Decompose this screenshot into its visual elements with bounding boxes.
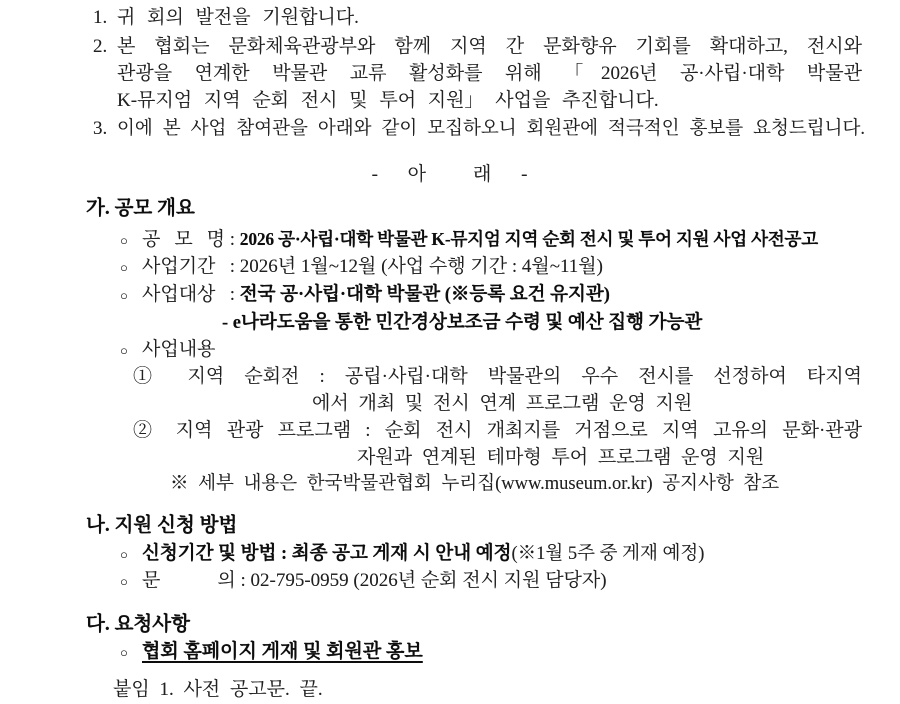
field-row-request bbox=[120, 640, 423, 665]
detail-item-2-line-1 bbox=[133, 419, 862, 443]
detail-item-1-text: 지역 순회전 : 공립·사립·대학 박물관의 우수 전시를 선정하여 타지역 bbox=[187, 366, 862, 387]
field-row-project-target bbox=[120, 283, 610, 308]
field-row-announcement-title bbox=[120, 227, 818, 253]
section-heading-da: 다. 요청사항 bbox=[86, 614, 190, 635]
field-label-project-target: 사업대상 bbox=[142, 284, 216, 305]
section-heading-na: 나. 지원 신청 방법 bbox=[86, 515, 238, 536]
circle-bullet-icon: ○ bbox=[120, 645, 128, 660]
circle-bullet-icon: ○ bbox=[120, 233, 128, 248]
circle-bullet-icon: ○ bbox=[120, 574, 128, 589]
field-row-apply-method bbox=[120, 542, 704, 567]
apply-method-bold-text: 신청기간 및 방법 : 최종 공고 게재 시 안내 예정 bbox=[142, 544, 512, 564]
circle-bullet-icon: ○ bbox=[120, 288, 128, 303]
intro-item-2-number: 2. bbox=[93, 36, 108, 57]
field-colon: : bbox=[225, 284, 240, 305]
detail-item-1-number: ① bbox=[133, 366, 168, 387]
circle-bullet-icon: ○ bbox=[120, 260, 128, 275]
apply-method-note: (※1월 5주 중 게재 예정) bbox=[511, 544, 705, 564]
field-row-project-content bbox=[120, 338, 225, 363]
attachment-closing-line: 붙임 1. 사전 공고문. 끝. bbox=[113, 679, 323, 700]
project-target-subnote: - e나라도움을 통한 민간경상보조금 수령 및 예산 집행 가능관 bbox=[222, 313, 703, 333]
detail-item-1-line-1 bbox=[133, 365, 862, 389]
intro-item-1-number: 1. bbox=[93, 7, 108, 28]
field-label-project-period: 사업기간 bbox=[142, 256, 216, 277]
detail-item-2-text: 지역 관광 프로그램 : 순회 전시 개최지를 거점으로 지역 고유의 문화·관광 bbox=[175, 420, 863, 441]
contact-text: 문 의 : 02-795-0959 (2026년 순회 전시 지원 담당자) bbox=[142, 570, 607, 591]
request-text: 협회 홈페이지 게재 및 회원관 홍보 bbox=[142, 641, 423, 662]
intro-item-1 bbox=[93, 6, 513, 30]
field-label-project-content: 사업내용 bbox=[142, 339, 216, 360]
section-heading-ga: 가. 공모 개요 bbox=[86, 198, 195, 219]
detail-item-1-line-2: 에서 개최 및 전시 연계 프로그램 운영 지원 bbox=[312, 393, 693, 414]
reference-note: ※ 세부 내용은 한국박물관협회 누리집(www.museum.or.kr) 공지사항 참조 bbox=[170, 474, 780, 494]
detail-item-2-number: ② bbox=[133, 420, 162, 441]
field-row-contact bbox=[120, 569, 607, 594]
field-value-announcement-title: 2026 공·사립·대학 박물관 K-뮤지엄 지역 순회 전시 및 투어 지원 사업 사전공고 bbox=[239, 229, 818, 249]
field-colon: : bbox=[225, 229, 240, 250]
detail-item-2-line-2: 자원과 연계된 테마형 투어 프로그램 운영 지원 bbox=[357, 447, 765, 468]
intro-item-3-text: 이에 본 사업 참여관을 아래와 같이 모집하오니 회원관에 적극적인 홍보를 요청드립니다. bbox=[117, 119, 865, 139]
circle-bullet-icon: ○ bbox=[120, 343, 128, 358]
below-divider-label: - 아 래 - bbox=[371, 164, 529, 185]
field-row-project-period bbox=[120, 255, 603, 280]
intro-item-3 bbox=[93, 117, 865, 141]
intro-item-3-number: 3. bbox=[93, 118, 108, 139]
intro-item-2-line-3: K-뮤지엄 지역 순회 전시 및 투어 지원」 사업을 추진합니다. bbox=[117, 90, 659, 111]
field-value-project-period: 2026년 1월~12월 (사업 수행 기간 : 4월~11월) bbox=[239, 256, 603, 277]
intro-item-2-line-1 bbox=[93, 35, 862, 59]
circle-bullet-icon: ○ bbox=[120, 547, 128, 562]
field-value-project-target: 전국 공·사립·대학 박물관 (※등록 요건 유지관) bbox=[239, 285, 610, 305]
field-label-announcement-title: 공 모 명 bbox=[142, 229, 225, 250]
field-colon: : bbox=[225, 256, 240, 277]
intro-item-2-text-1: 본 협회는 문화체육관광부와 함께 지역 간 문화향유 기회를 확대하고, 전시와 bbox=[117, 36, 862, 57]
intro-item-1-text: 귀 회의 발전을 기원합니다. bbox=[117, 7, 359, 28]
intro-item-2-line-2: 관광을 연계한 박물관 교류 활성화를 위해 「2026년 공·사립·대학 박물관 bbox=[117, 63, 862, 84]
